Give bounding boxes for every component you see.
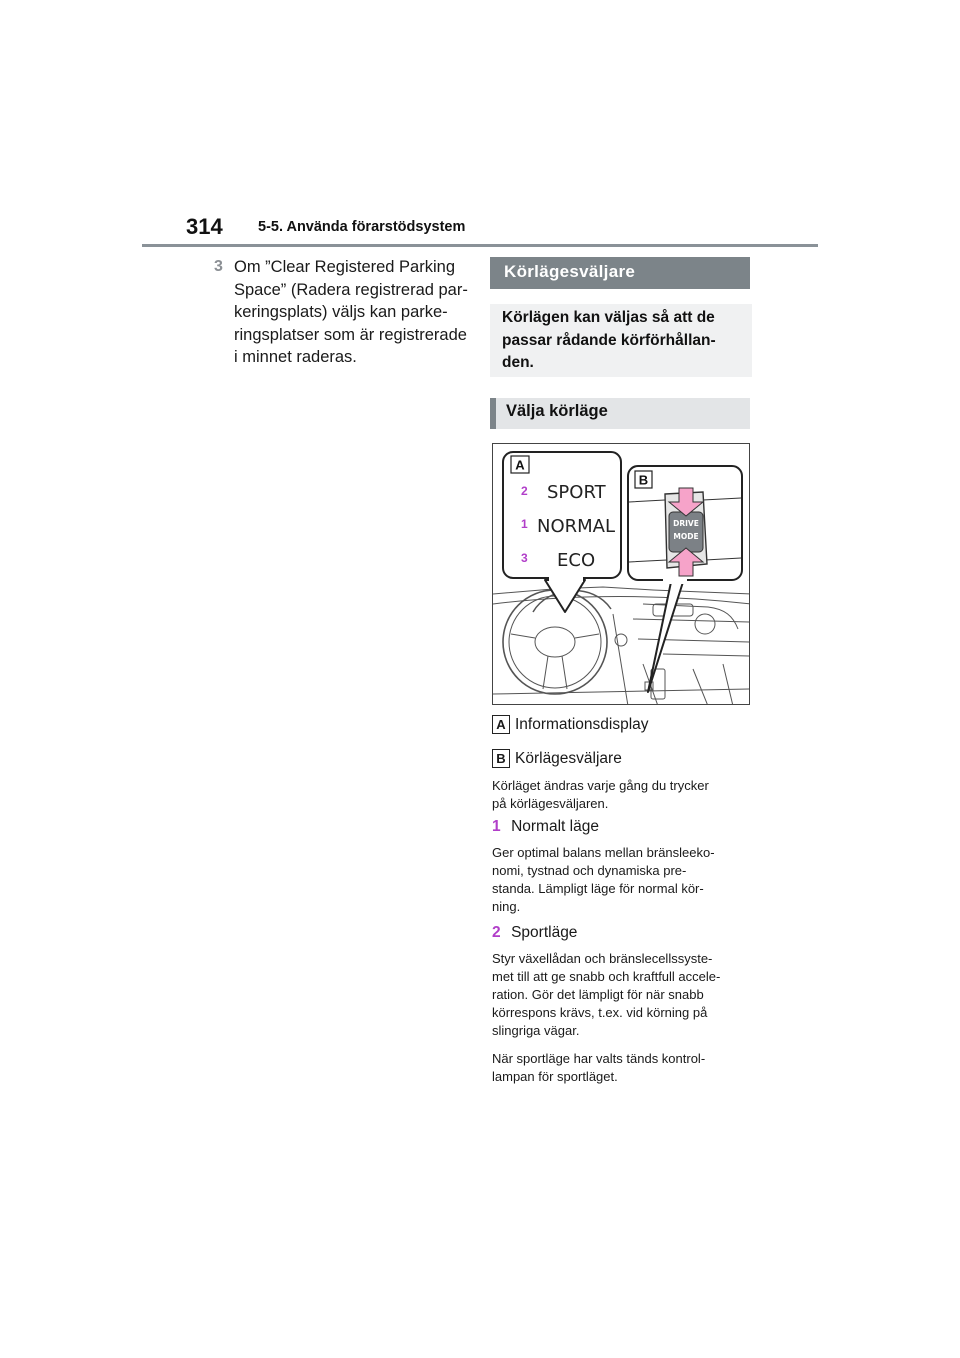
step-line: Om ”Clear Registered Parking — [234, 258, 455, 276]
legend-text-b: Körlägesväljare — [515, 750, 622, 767]
note-line: När sportläge har valts tänds kontrol- — [492, 1051, 706, 1066]
callout-a-label: A — [515, 457, 525, 473]
dashboard-drawing — [493, 444, 750, 705]
section-heading-text: Körlägesväljare — [504, 262, 636, 281]
callout-b-label: B — [638, 472, 649, 488]
intro-box — [490, 304, 752, 377]
sub-heading-text: Välja körläge — [506, 402, 608, 420]
legend-key-b: B — [492, 749, 510, 768]
item-number: 1 — [492, 818, 501, 835]
button-label-bottom: MODE — [673, 532, 699, 541]
item-line: nomi, tystnad och dynamiska pre- — [492, 863, 687, 878]
item-line: Ger optimal balans mellan bränsleeko- — [492, 845, 715, 860]
page-number: 314 — [186, 214, 223, 239]
item-title: Sportläge — [511, 924, 578, 941]
intro-line: Körlägen kan väljas så att de — [502, 309, 715, 326]
item-title: Normalt läge — [511, 818, 599, 835]
button-label-top: DRIVE — [673, 519, 699, 528]
intro-text — [502, 307, 746, 375]
description — [492, 777, 754, 813]
item-2-note — [492, 1050, 754, 1086]
step-line: keringsplats) väljs kan parke- — [234, 303, 448, 321]
step-line: i minnet raderas. — [234, 348, 357, 366]
description-line: på körlägesväljaren. — [492, 796, 609, 811]
mode-label-eco: ECO — [557, 550, 596, 571]
item-1-text — [492, 844, 754, 916]
item-line: ning. — [492, 899, 521, 914]
intro-line: den. — [502, 354, 534, 371]
step-line: Space” (Radera registrerad par- — [234, 280, 468, 299]
step-text — [234, 256, 479, 369]
item-1-heading — [492, 818, 599, 836]
legend-key-a: A — [492, 715, 510, 734]
item-number: 2 — [492, 924, 501, 941]
item-line: slingriga vägar. — [492, 1023, 580, 1038]
mode-number: 1 — [521, 517, 528, 531]
step-number: 3 — [214, 258, 223, 275]
intro-line: passar rådande körförhållan- — [502, 331, 716, 349]
drive-mode-illustration — [492, 443, 750, 705]
item-2-heading — [492, 924, 577, 942]
legend-text-a: Informationsdisplay — [515, 716, 649, 733]
mode-label-sport: SPORT — [547, 482, 606, 503]
item-line: standa. Lämpligt läge för normal kör- — [492, 881, 704, 896]
mode-number: 2 — [521, 484, 528, 498]
note-line: lampan för sportläget. — [492, 1069, 618, 1084]
item-line: ration. Gör det lämpligt för när snabb — [492, 987, 704, 1002]
mode-label-normal: NORMAL — [537, 516, 616, 537]
sub-heading — [490, 398, 750, 429]
item-line: Styr växellådan och bränslecellssyste- — [492, 951, 713, 966]
header-divider — [142, 244, 818, 247]
item-line: met till att ge snabb och kraftfull accele- — [492, 969, 721, 984]
step-line: ringsplatser som är registrerade — [234, 325, 467, 344]
description-line: Körläget ändras varje gång du trycker — [492, 778, 709, 793]
item-line: körrespons krävs, t.ex. vid körning på — [492, 1005, 708, 1020]
mode-number: 3 — [521, 551, 528, 565]
item-2-text — [492, 950, 760, 1040]
section-title: 5-5. Använda förarstödsystem — [258, 219, 466, 235]
section-heading — [490, 257, 750, 289]
